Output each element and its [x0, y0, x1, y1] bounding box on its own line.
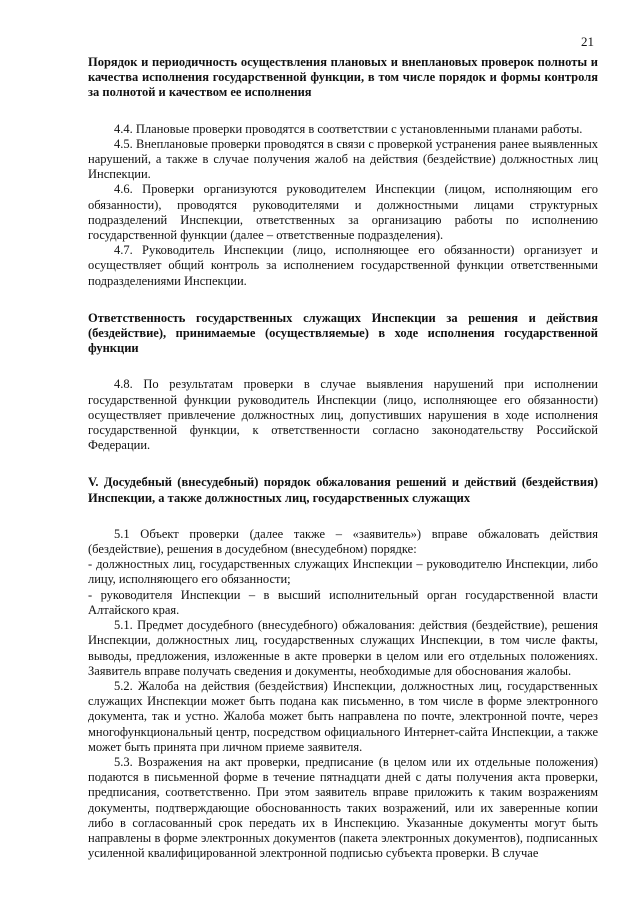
paragraph-5-3: 5.3. Возражения на акт проверки, предписание (в целом или их отдельные положения) подаются в письменной форме в течение пятнадцати дней с даты получения акта проверки, предписания, соответственно. При этом заявитель вправе приложить к таким возражениям документы, подтверждающие обоснованность таких возражений, или их заверенные копии либо в согласованный срок передать их в Инспекцию. Указанные документы могут быть направлены в форме электронных документов (пакета электронных документов), подписанных усиленной квалифицированной электронной подписью субъекта проверки. В случае	[88, 754, 598, 861]
section-heading-inspections: Порядок и периодичность осуществления плановых и внеплановых проверок полноты и качества исполнения государственной функции, в том числе порядок и формы контроля за полнотой и качеством ее исполнения	[88, 55, 598, 100]
section-heading-appeal: V. Досудебный (внесудебный) порядок обжалования решений и действий (бездействия) Инспекции, а также должностных лиц, государственных служащих	[88, 475, 598, 505]
paragraph-4-8: 4.8. По результатам проверки в случае выявления нарушений при исполнении государственной функции руководитель Инспекции (лицо, исполняющее его обязанности) осуществляет привлечение должностных лиц, допустивших нарушения в ходе исполнения государственной функции, к ответственности согласно законодательству Российской Федерации.	[88, 377, 598, 453]
section-heading-responsibility: Ответственность государственных служащих Инспекции за решения и действия (бездействие), принимаемые (осуществляемые) в ходе исполнения государственной функции	[88, 310, 598, 356]
paragraph-5-1-intro: 5.1 Объект проверки (далее также – «заявитель») вправе обжаловать действия (бездействие), решения в досудебном (внесудебном) порядке:	[88, 526, 598, 557]
paragraph-4-4: 4.4. Плановые проверки проводятся в соответствии с установленными планами работы.	[114, 121, 583, 136]
paragraph-4-5: 4.5. Внеплановые проверки проводятся в связи с проверкой устранения ранее выявленных нарушений, а также в случае получения жалоб на действия (бездействие) должностных лиц Инспекции.	[88, 136, 598, 182]
paragraph-4-7: 4.7. Руководитель Инспекции (лицо, исполняющее его обязанности) организует и осуществляет общий контроль за исполнением государственной функции ответственными подразделениями Инспекции.	[88, 243, 598, 288]
paragraph-5-2: 5.2. Жалоба на действия (бездействия) Инспекции, должностных лиц, государственных служащих Инспекции может быть подана как письменно, в том числе в форме электронного документа, так и устно. Жалоба может быть направлена по почте, электронной почте, через многофункциональный центр, посредством официального Интернет-сайта Инспекции, а также может быть принята при личном приеме заявителя.	[88, 678, 598, 754]
dash-item-head: - руководителя Инспекции – в высший исполнительный орган государственной власти Алтайского края.	[88, 587, 598, 617]
paragraph-5-1: 5.1. Предмет досудебного (внесудебного) обжалования: действия (бездействие), решения Инспекции, должностных лиц, государственных служащих Инспекции, в том числе факты, выводы, предложения, изложенные в акте проверки в целом или его отдельных положениях. Заявитель вправе получать сведения и документы, необходимые для обоснования жалобы.	[88, 618, 598, 678]
paragraph-4-6: 4.6. Проверки организуются руководителем Инспекции (лицом, исполняющим его обязанности), проводятся руководителями и должностными лицами структурных подразделений Инспекции, ответственных за организацию работы по исполнению государственной функции (далее – ответственные подразделения).	[88, 182, 598, 243]
page-number: 21	[581, 34, 594, 49]
document-body	[88, 55, 598, 861]
dash-item-officials: - должностных лиц, государственных служащих Инспекции – руководителю Инспекции, либо лицу, исполняющего его обязанности;	[88, 557, 598, 587]
